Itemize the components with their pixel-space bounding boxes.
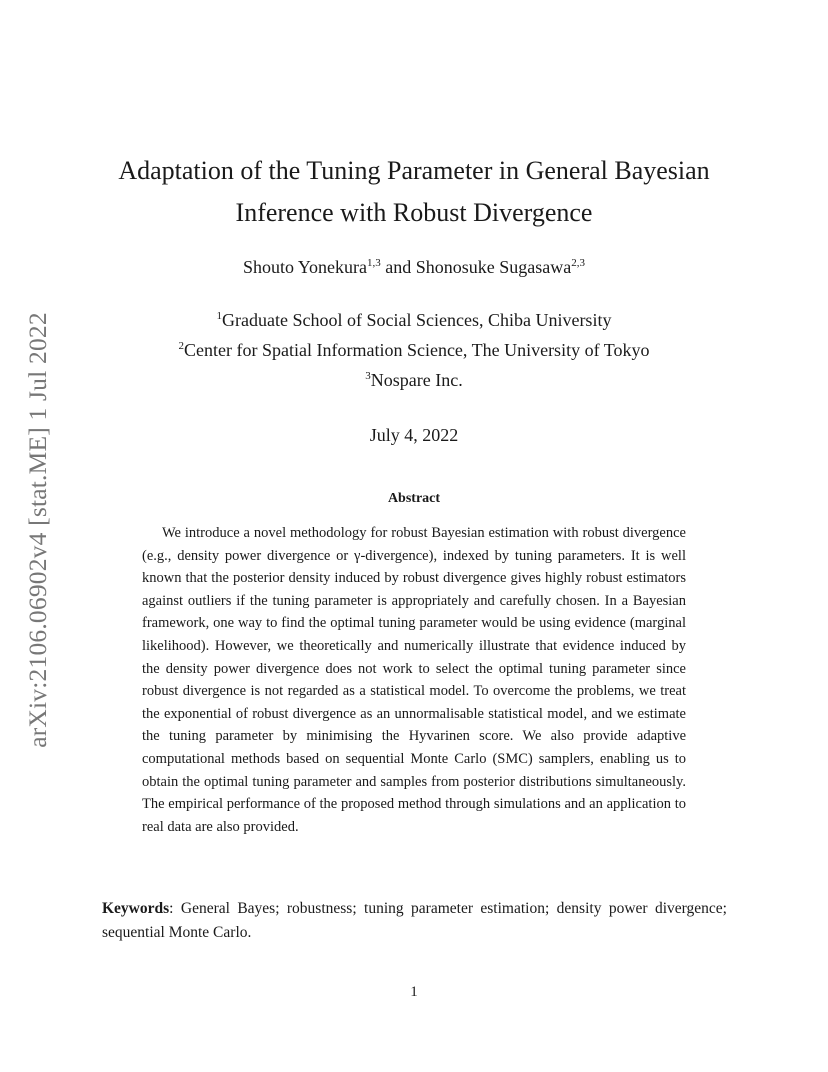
affiliation-text: Center for Spatial Information Science, The University of Tokyo <box>184 340 650 360</box>
affiliation-item <box>90 305 738 335</box>
author-joiner: and <box>385 257 412 277</box>
affiliation-mark: 2 <box>178 340 185 352</box>
affiliation-item <box>90 365 738 395</box>
author-name: Shonosuke Sugasawa <box>415 257 572 277</box>
keywords-label: Keywords <box>102 900 170 917</box>
arxiv-side-stamp <box>18 295 58 765</box>
affiliation-text: Graduate School of Social Sciences, Chiba University <box>222 310 612 330</box>
author-name: Shouto Yonekura <box>242 257 367 277</box>
author-affiliation-marks: 1,3 <box>367 257 381 269</box>
author-affiliation-marks: 2,3 <box>571 257 585 269</box>
paper-title: Adaptation of the Tuning Parameter in General Bayesian Inference with Robust Divergence <box>118 156 710 227</box>
abstract-body: We introduce a novel methodology for robust Bayesian estimation with robust divergence (e.g., density power divergence or γ-divergence), indexed by tuning parameters. It is well known that the posterior density induced by robust divergence gives highly robust estimators against outliers if the tuning parameter is appropriately and carefully chosen. In a Bayesian framework, one way to find the optimal tuning parameter would be using evidence (marginal likelihood). However, we theoretically and numerically illustrate that evidence induced by the density power divergence does not work to select the optimal tuning parameter since robust divergence is not regarded as a statistical model. To overcome the problems, we treat the exponential of robust divergence as an unnormalisable statistical model, and we estimate the tuning parameter by minimising the Hyvarinen score. We also provide adaptive computational methods based on sequential Monte Carlo (SMC) samplers, enabling us to obtain the optimal tuning parameter and samples from posterior distributions simultaneously. The empirical performance of the proposed method through simulations and an application to real data are also provided. <box>142 525 686 835</box>
affiliation-mark: 1 <box>216 310 223 322</box>
author-line <box>90 257 738 278</box>
affiliation-item <box>90 335 738 365</box>
publication-date: July 4, 2022 <box>369 425 459 445</box>
keywords-text: General Bayes; robustness; tuning parameter estimation; density power divergence; sequential Monte Carlo. <box>102 900 727 941</box>
affiliation-text: Nospare Inc. <box>370 370 463 390</box>
arxiv-identifier: arXiv:2106.06902v4 [stat.ME] 1 Jul 2022 <box>23 312 53 748</box>
keywords-section: Keywords: General Bayes; robustness; tuning parameter estimation; density power divergence; sequential Monte Carlo. <box>102 900 727 941</box>
abstract-heading: Abstract <box>387 491 441 506</box>
page-number: 1 <box>410 984 418 1000</box>
affiliations <box>90 305 738 395</box>
affiliation-mark: 3 <box>365 370 371 382</box>
